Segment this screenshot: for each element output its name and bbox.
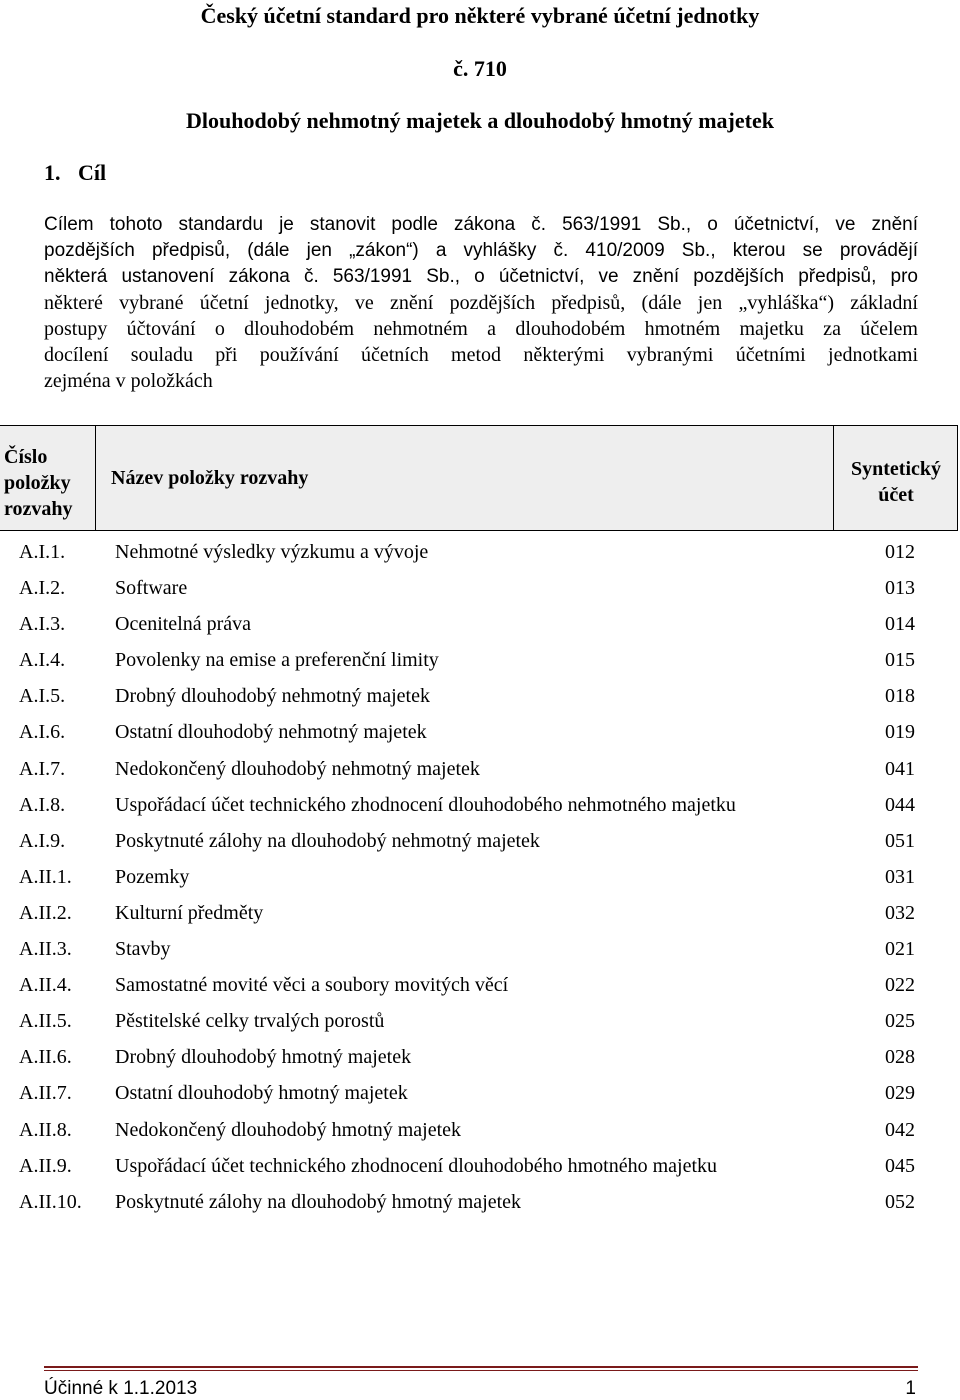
item-code: A.II.5. [19,1010,72,1033]
table-row [0,1039,960,1075]
section-heading [44,160,106,186]
item-name: Samostatné movité věci a soubory movitých věcí [115,974,509,997]
item-name: Poskytnuté zálohy na dlouhodobý hmotný majetek [115,1190,522,1213]
item-name: Ostatní dlouhodobý hmotný majetek [115,1082,408,1105]
account-number: 044 [885,793,915,816]
header-account [834,426,958,530]
footer-divider [44,1366,918,1368]
account-number: 025 [885,1010,915,1033]
account-number: 028 [885,1046,915,1069]
table-row [0,751,960,787]
item-name: Ocenitelná práva [115,613,252,636]
header-item-name: Název položky rozvahy [96,426,834,530]
item-name: Uspořádací účet technického zhodnocení dlouhodobého nehmotného majetku [115,793,736,816]
table-row [0,1184,960,1220]
table-row [0,967,960,1003]
account-number: 045 [885,1154,915,1177]
paragraph-line: pozdějších předpisů, (dále jen „zákon“) a vyhlášky č. 410/2009 Sb., kterou se provádějí [44,240,918,261]
item-code: A.I.7. [19,757,66,780]
section-title: Cíl [78,160,107,185]
item-code: A.II.3. [19,938,72,961]
table-row [0,570,960,606]
account-number: 029 [885,1082,915,1105]
item-name: Drobný dlouhodobý hmotný majetek [115,1046,412,1069]
item-code: A.II.6. [19,1046,72,1069]
table-row [0,823,960,859]
item-name: Povolenky na emise a preferenční limity [115,649,439,672]
table-row [0,534,960,570]
header-text: účet [878,484,914,506]
item-name: Nedokončený dlouhodobý nehmotný majetek [115,757,480,780]
header-text: Číslo [4,446,48,468]
table-row [0,859,960,895]
table-row [0,931,960,967]
item-name: Nedokončený dlouhodobý hmotný majetek [115,1118,462,1141]
account-number: 013 [885,577,915,600]
item-name: Ostatní dlouhodobý nehmotný majetek [115,721,427,744]
goal-paragraph [44,212,918,394]
header-text: rozvahy [4,498,73,520]
item-code: A.I.3. [19,613,66,636]
item-name: Pěstitelské celky trvalých porostů [115,1010,385,1033]
effective-date: Účinné k 1.1.2013 [44,1378,198,1399]
page-number: 1 [905,1378,916,1399]
table-row [0,642,960,678]
item-code: A.I.5. [19,685,66,708]
header-text: Syntetický [851,458,941,480]
paragraph-line: postupy účtování o dlouhodobém nehmotném a dlouhodobém hmotném majetku za účelem [44,318,918,340]
item-name: Uspořádací účet technického zhodnocení dlouhodobého hmotného majetku [115,1154,718,1177]
item-code: A.I.2. [19,577,66,600]
paragraph-line: některé vybrané účetní jednotky, ve znění pozdějších předpisů, (dále jen „vyhláška“) základní [44,292,918,314]
paragraph-line: některá ustanovení zákona č. 563/1991 Sb., o účetnictví, ve znění pozdějších předpisů, pro [44,266,918,287]
item-name: Kulturní předměty [115,901,264,924]
item-name: Stavby [115,938,171,961]
item-code: A.I.4. [19,649,66,672]
item-name: Nehmotné výsledky výzkumu a vývoje [115,541,429,563]
item-code: A.II.2. [19,901,72,924]
item-code: A.II.8. [19,1118,72,1141]
item-code: A.II.1. [19,865,72,888]
table-row [0,787,960,823]
item-code: A.II.4. [19,974,72,997]
item-name: Pozemky [115,865,190,888]
account-number: 031 [885,865,915,888]
footer-divider [44,1370,918,1371]
header-item-number [0,426,96,530]
table-row [0,606,960,642]
table-header [0,425,958,531]
item-code: A.II.7. [19,1082,72,1105]
item-name: Poskytnuté zálohy na dlouhodobý nehmotný majetek [115,829,540,852]
account-number: 042 [885,1118,915,1141]
table-body [0,534,960,1220]
table-row [0,714,960,750]
table-row [0,895,960,931]
item-code: A.II.10. [19,1190,82,1213]
account-number: 052 [885,1190,915,1213]
table-row [0,1075,960,1111]
item-code: A.I.6. [19,721,66,744]
account-number: 012 [885,541,915,563]
table-row [0,1148,960,1184]
paragraph-line: zejména v položkách [44,370,213,392]
account-number: 014 [885,613,915,636]
table-row [0,1003,960,1039]
section-number: 1. [44,160,61,185]
account-number: 021 [885,938,915,961]
paragraph-line: Cílem tohoto standardu je stanovit podle zákona č. 563/1991 Sb., o účetnictví, ve znění [44,214,918,235]
item-name: Drobný dlouhodobý nehmotný majetek [115,685,430,708]
header-text: položky [4,472,71,494]
item-code: A.I.8. [19,793,66,816]
item-code: A.I.1. [19,541,66,563]
table-row [0,678,960,714]
standard-number: č. 710 [453,56,507,81]
item-name: Software [115,577,188,600]
account-number: 018 [885,685,915,708]
account-number: 032 [885,901,915,924]
account-number: 022 [885,974,915,997]
item-code: A.II.9. [19,1154,72,1177]
account-number: 019 [885,721,915,744]
standard-subject: Dlouhodobý nehmotný majetek a dlouhodobý hmotný majetek [186,108,774,133]
account-number: 015 [885,649,915,672]
item-code: A.I.9. [19,829,66,852]
account-number: 051 [885,829,915,852]
account-number: 041 [885,757,915,780]
table-row [0,1112,960,1148]
paragraph-line: docílení souladu při používání účetních metod některými vybranými účetními jednotkami [44,344,918,366]
document-title: Český účetní standard pro některé vybrané účetní jednotky [200,3,760,28]
